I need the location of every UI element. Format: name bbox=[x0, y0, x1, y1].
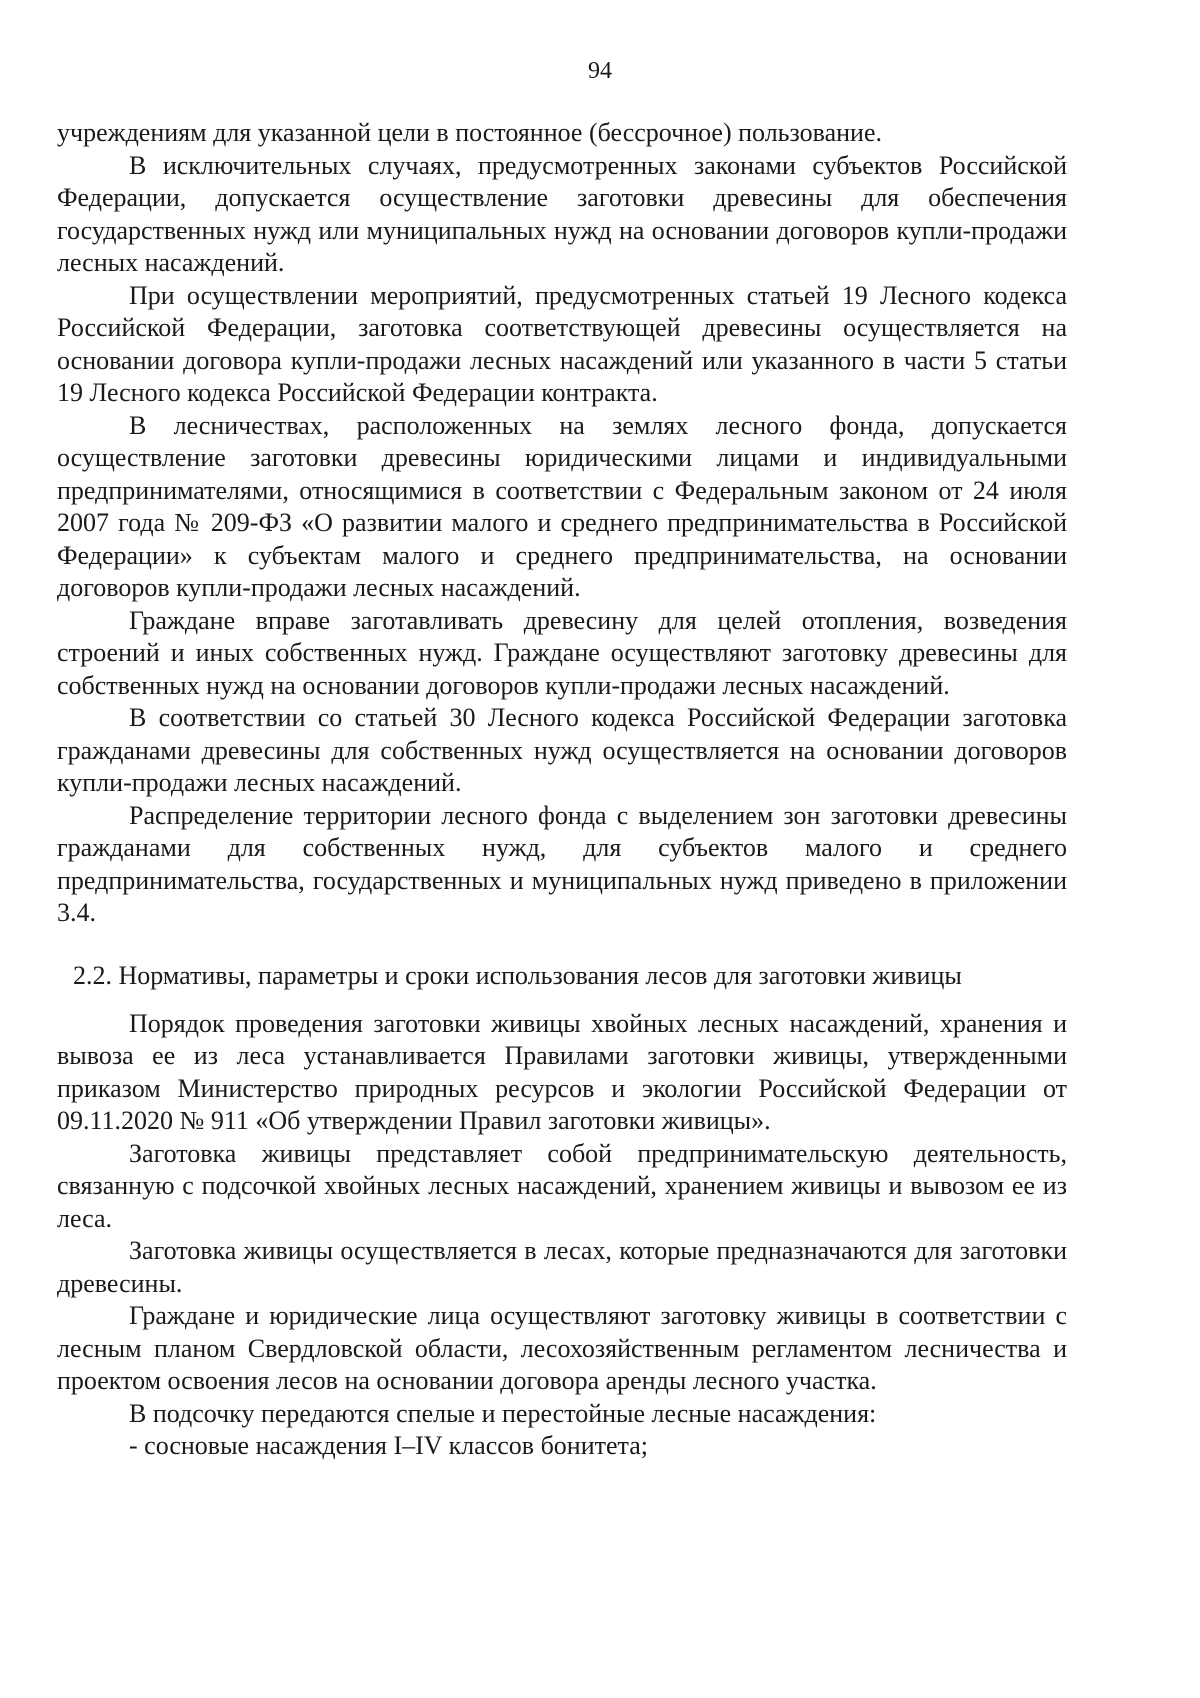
list-item: - сосновые насаждения I–IV классов бонитета; bbox=[129, 1431, 648, 1460]
paragraph: В соответствии со статьей 30 Лесного кодекса Российской Федерации заготовка гражданами древесины для собственных нужд осуществляется на основании договоров купли-продажи лесных насаждений. bbox=[57, 703, 1067, 797]
section-heading: 2.2. Нормативы, параметры и сроки использования лесов для заготовки живицы bbox=[73, 960, 962, 990]
paragraph: Заготовка живицы представляет собой предпринимательскую деятельность, связанную с подсочкой хвойных лесных насаждений, хранением живицы и вывозом ее из леса. bbox=[57, 1138, 1067, 1233]
paragraph: Граждане вправе заготавливать древесину для целей отопления, возведения строений и иных собственных нужд. Граждане осуществляют заготовку древесины для собственных нужд на основании договоров купли-продажи лесных насаждений. bbox=[57, 605, 1067, 700]
paragraph: Граждане и юридические лица осуществляют заготовку живицы в соответствии с лесным планом Свердловской области, лесохозяйственным регламентом лесничества и проектом освоения лесов на основании договора аренды лесного участка. bbox=[57, 1301, 1067, 1395]
paragraph: В лесничествах, расположенных на землях лесного фонда, допускается осуществление заготовки древесины юридическими лицами и индивидуальными предпринимателями, относящимися в соответствии с Федеральным законом от 24 июля 2007 года № 209-ФЗ «О развитии малого и среднего предпринимательства в Российской Федерации» к субъектам малого и среднего предпринимательства, на основании договоров купли-продажи лесных насаждений. bbox=[57, 410, 1067, 602]
paragraph: Распределение территории лесного фонда с выделением зон заготовки древесины гражданами для собственных нужд, для субъектов малого и среднего предпринимательства, государственных и муниципальных нужд приведено в приложении 3.4. bbox=[57, 800, 1067, 927]
paragraph: В подсочку передаются спелые и перестойные лесные насаждения: bbox=[129, 1398, 877, 1428]
paragraph: При осуществлении мероприятий, предусмотренных статьей 19 Лесного кодекса Российской Федерации, заготовка соответствующей древесины осуществляется на основании договора купли-продажи лесных насаждений или указанного в части 5 статьи 19 Лесного кодекса Российской Федерации контракта. bbox=[57, 280, 1067, 407]
paragraph: Порядок проведения заготовки живицы хвойных лесных насаждений, хранения и вывоза ее из леса устанавливается Правилами заготовки живицы, утвержденными приказом Министерство природных ресурсов и экологии Российской Федерации от 09.11.2020 № 911 «Об утверждении Правил заготовки живицы». bbox=[57, 1008, 1067, 1135]
paragraph: Заготовка живицы осуществляется в лесах, которые предназначаются для заготовки древесины. bbox=[57, 1236, 1067, 1298]
document-body bbox=[57, 117, 1067, 1463]
paragraph: учреждениям для указанной цели в постоянное (бессрочное) пользование. bbox=[57, 118, 882, 147]
paragraph: В исключительных случаях, предусмотренных законами субъектов Российской Федерации, допускается осуществление заготовки древесины для обеспечения государственных нужд или муниципальных нужд на основании договоров купли-продажи лесных насаждений. bbox=[57, 150, 1067, 277]
page-number: 94 bbox=[588, 58, 612, 84]
